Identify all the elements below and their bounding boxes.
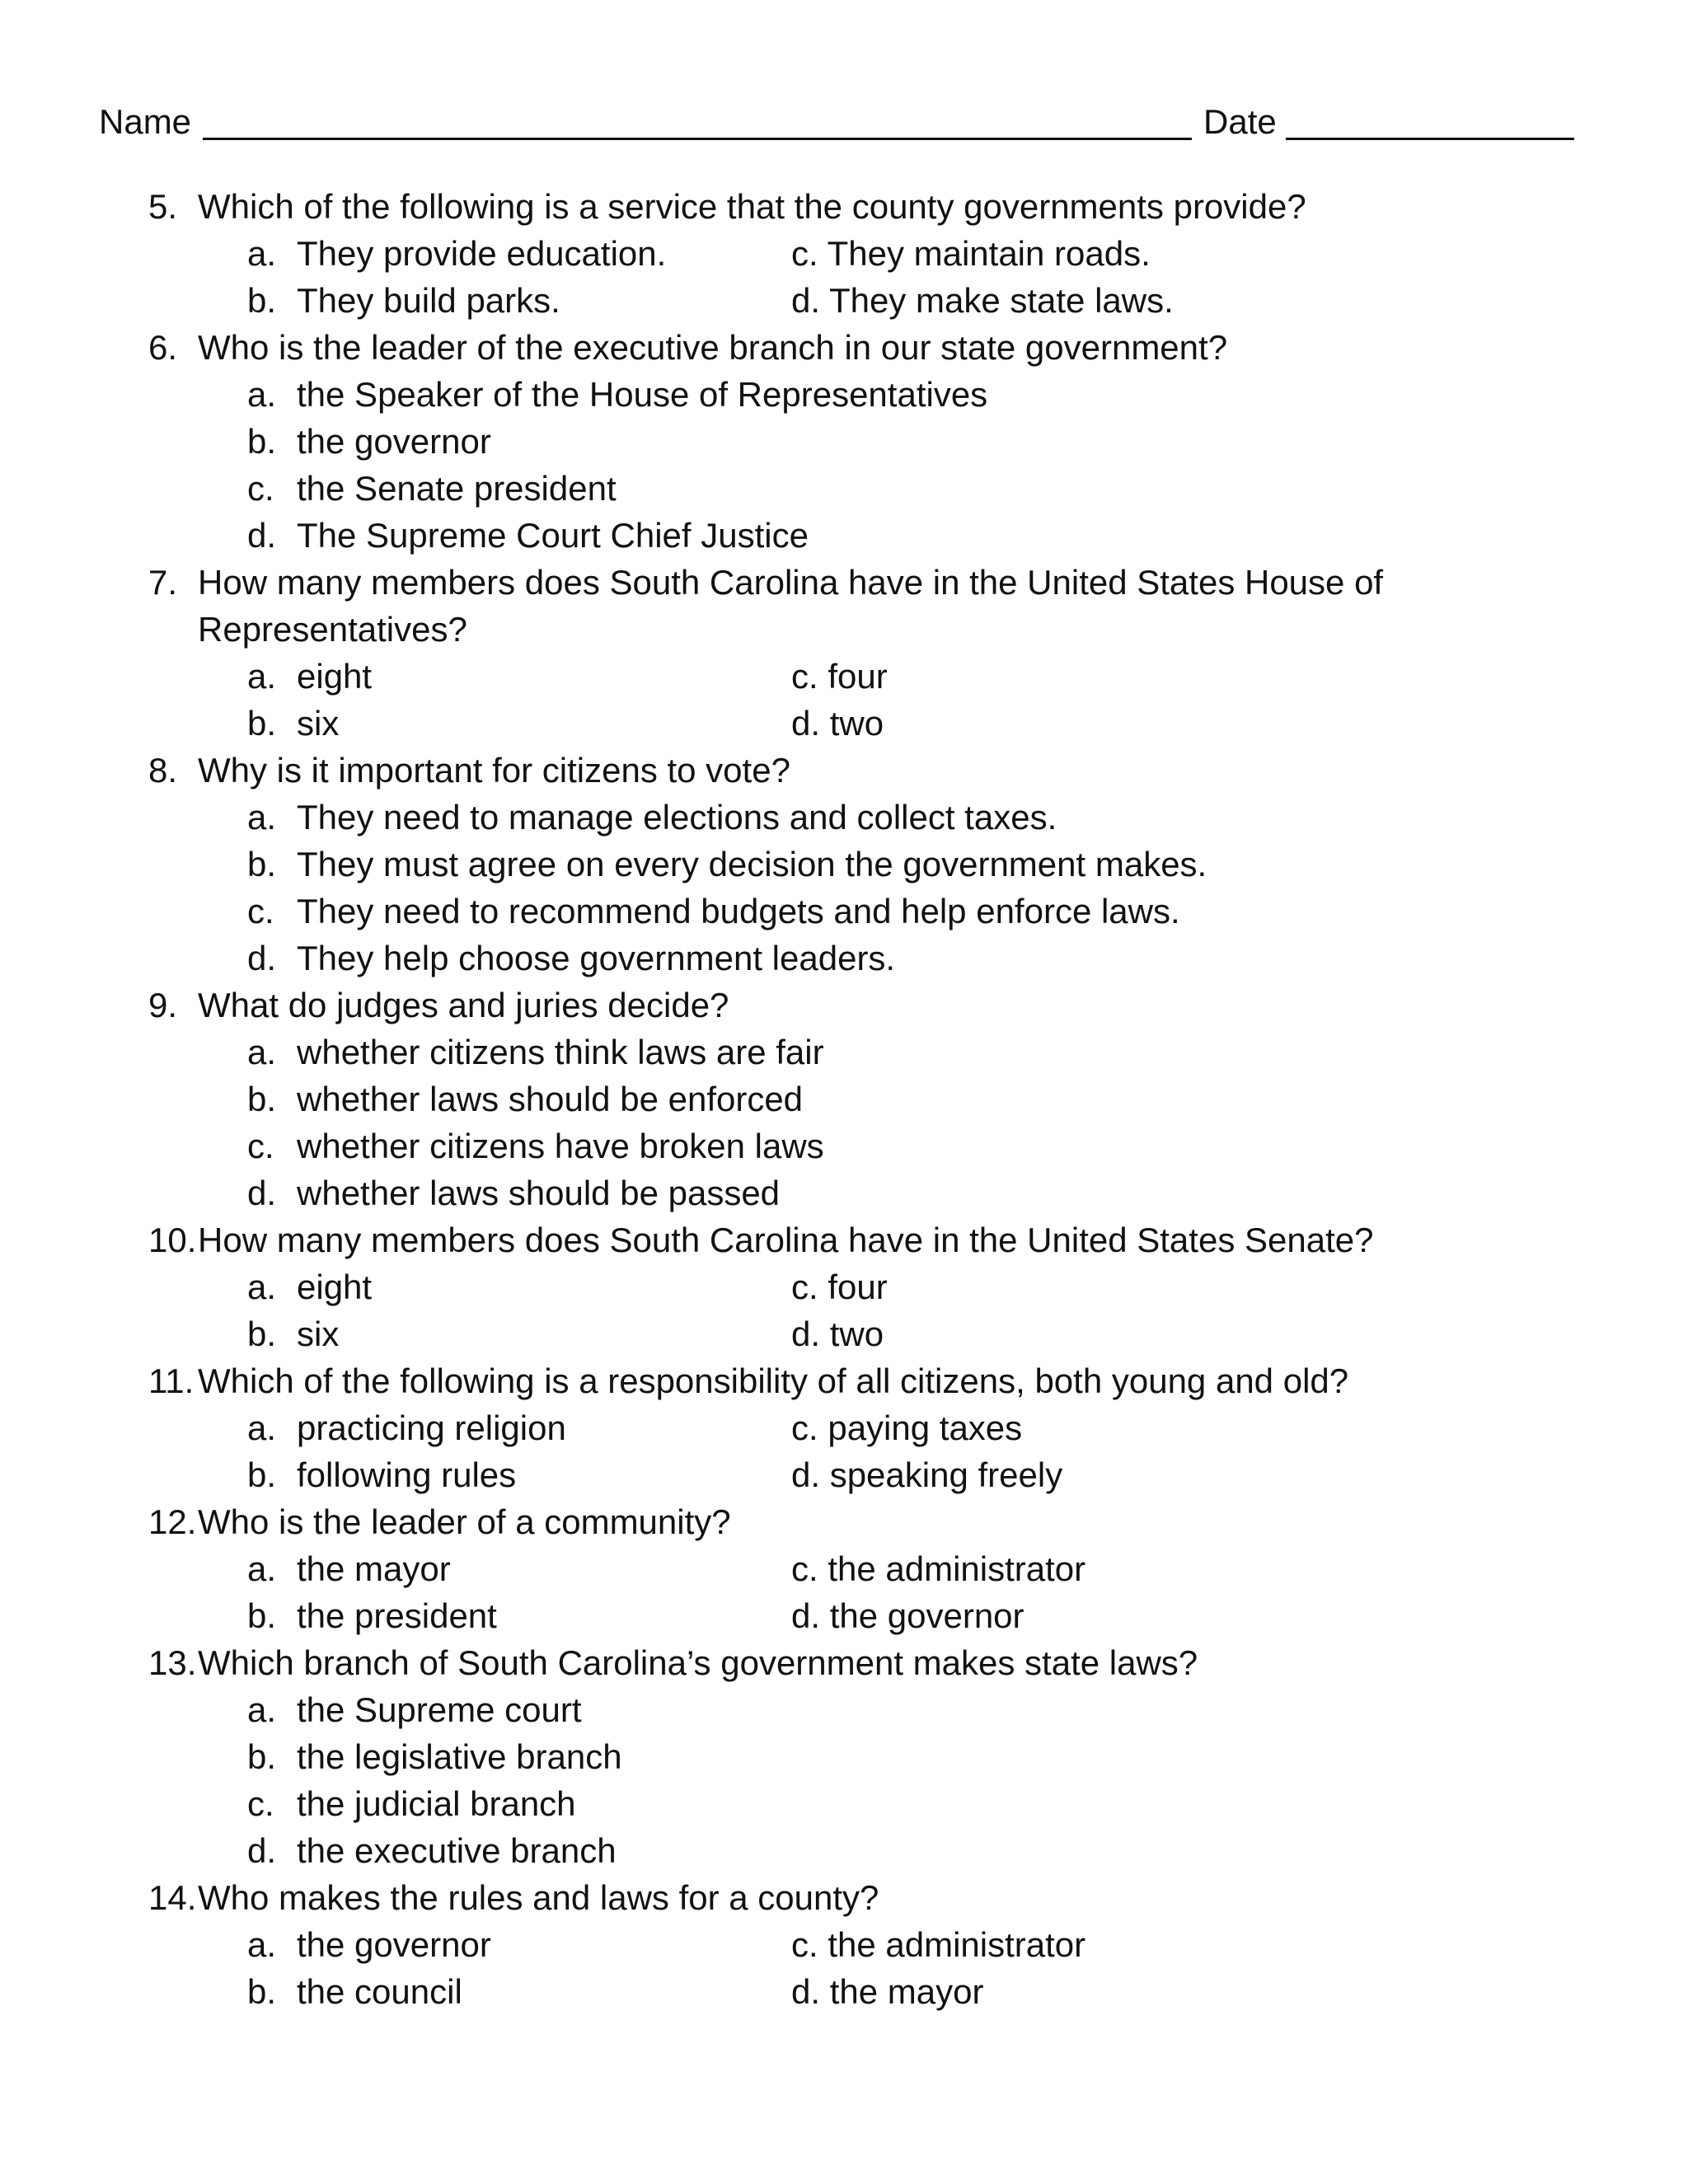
question-text: What do judges and juries decide?	[198, 986, 729, 1024]
date-label: Date	[1203, 102, 1277, 141]
option-text: whether laws should be passed	[297, 1174, 781, 1212]
answer-options	[0, 1921, 1688, 2015]
option-text: whether laws should be enforced	[297, 1080, 804, 1118]
option-text[interactable]: d. speaking freely	[791, 1455, 1063, 1494]
option-letter[interactable]: b.	[247, 1596, 277, 1635]
option-letter: a.	[247, 1690, 277, 1729]
worksheet-header	[99, 97, 1574, 147]
option-text[interactable]: c. They maintain roads.	[791, 234, 1151, 273]
question-stem	[0, 1874, 1688, 1921]
question-stem	[0, 1498, 1688, 1545]
option-text[interactable]: c. four	[791, 1268, 888, 1306]
question-item	[0, 324, 1688, 559]
option-text: They help choose government leaders.	[297, 939, 896, 977]
question-number: 6.	[148, 328, 178, 367]
option-text: whether citizens have broken laws	[297, 1127, 824, 1165]
option-letter: b.	[247, 422, 277, 461]
option-letter: b.	[247, 1737, 277, 1776]
question-item	[0, 1216, 1688, 1357]
answer-option[interactable]	[0, 841, 1688, 888]
answer-options	[0, 1029, 1688, 1216]
question-stem	[0, 1216, 1688, 1263]
question-number: 12.	[148, 1502, 197, 1541]
answer-options	[0, 1263, 1688, 1357]
option-text: the legislative branch	[297, 1737, 622, 1776]
answer-option[interactable]	[0, 465, 1688, 512]
option-text[interactable]: the president	[297, 1596, 497, 1635]
answer-option[interactable]	[0, 1827, 1688, 1874]
answer-option[interactable]	[0, 1029, 1688, 1076]
option-text[interactable]: d. two	[791, 1315, 884, 1353]
question-number: 5.	[148, 187, 178, 226]
option-letter: c.	[247, 469, 274, 508]
option-text: They need to manage elections and collect taxes.	[297, 798, 1057, 837]
option-text[interactable]: d. the governor	[791, 1596, 1025, 1635]
answer-option[interactable]	[0, 1686, 1688, 1733]
option-text: They need to recommend budgets and help enforce laws.	[297, 892, 1180, 930]
option-letter: d.	[247, 1174, 277, 1212]
answer-option[interactable]	[0, 1780, 1688, 1827]
option-letter[interactable]: b.	[247, 1315, 277, 1353]
option-letter[interactable]: a.	[247, 234, 277, 273]
answer-options	[0, 794, 1688, 982]
answer-options	[0, 1686, 1688, 1874]
question-item	[0, 1874, 1688, 2015]
option-letter: b.	[247, 1080, 277, 1118]
question-text: Why is it important for citizens to vote?	[198, 751, 790, 790]
option-text[interactable]: the governor	[297, 1925, 491, 1964]
option-letter[interactable]: b.	[247, 1455, 277, 1494]
option-text[interactable]: eight	[297, 657, 373, 696]
answer-option[interactable]	[0, 888, 1688, 935]
date-blank-line[interactable]	[1286, 138, 1574, 140]
option-text[interactable]: eight	[297, 1268, 373, 1306]
question-item	[0, 559, 1688, 747]
option-text[interactable]: the mayor	[297, 1549, 451, 1588]
option-text[interactable]: d. They make state laws.	[791, 281, 1174, 320]
answer-options	[0, 1545, 1688, 1639]
answer-option[interactable]	[0, 512, 1688, 559]
question-stem	[0, 183, 1688, 230]
name-label: Name	[99, 102, 192, 141]
option-text: the Speaker of the House of Representatives	[297, 375, 988, 414]
question-text: Who is the leader of a community?	[198, 1502, 731, 1541]
option-text[interactable]: c. the administrator	[791, 1925, 1086, 1964]
answer-options	[0, 371, 1688, 559]
option-text[interactable]: the council	[297, 1972, 462, 2011]
option-text[interactable]: c. paying taxes	[791, 1408, 1023, 1447]
answer-option[interactable]	[0, 935, 1688, 982]
question-item	[0, 183, 1688, 324]
option-text: the Supreme court	[297, 1690, 582, 1729]
question-item	[0, 1357, 1688, 1498]
option-letter: c.	[247, 892, 274, 930]
question-text: Which of the following is a responsibility of all citizens, both young and old?	[198, 1361, 1349, 1400]
option-text[interactable]: They provide education.	[297, 234, 667, 273]
question-item	[0, 1639, 1688, 1874]
question-number: 10.	[148, 1221, 197, 1259]
option-letter: a.	[247, 1033, 277, 1071]
question-stem	[0, 324, 1688, 371]
option-text[interactable]: d. two	[791, 704, 884, 743]
option-letter: d.	[247, 516, 277, 555]
question-stem	[0, 1357, 1688, 1404]
option-letter: b.	[247, 845, 277, 883]
answer-option[interactable]	[0, 1169, 1688, 1216]
question-number: 8.	[148, 751, 178, 790]
option-text[interactable]: c. four	[791, 657, 888, 696]
question-text: How many members does South Carolina have in the United States Senate?	[198, 1221, 1374, 1259]
question-text: Which branch of South Carolina’s government makes state laws?	[198, 1643, 1198, 1682]
question-text: Which of the following is a service that the county governments provide?	[198, 187, 1306, 226]
answer-option[interactable]	[0, 794, 1688, 841]
option-letter[interactable]: a.	[247, 1408, 277, 1447]
question-item	[0, 982, 1688, 1216]
option-text[interactable]: d. the mayor	[791, 1972, 984, 2011]
question-text: How many members does South Carolina have in the United States House of Representatives?	[198, 563, 1384, 649]
option-letter[interactable]: a.	[247, 1925, 277, 1964]
question-number: 9.	[148, 986, 178, 1024]
option-text: The Supreme Court Chief Justice	[297, 516, 809, 555]
option-text: the governor	[297, 422, 491, 461]
answer-option[interactable]	[0, 371, 1688, 418]
answer-options	[0, 1404, 1688, 1498]
option-text[interactable]: c. the administrator	[791, 1549, 1086, 1588]
question-text: Who is the leader of the executive branch in our state government?	[198, 328, 1228, 367]
option-letter[interactable]: b.	[247, 281, 277, 320]
answer-option[interactable]	[0, 1122, 1688, 1169]
option-text[interactable]: They build parks.	[297, 281, 560, 320]
question-number: 14.	[148, 1878, 197, 1917]
question-stem	[0, 559, 1688, 653]
option-text: the judicial branch	[297, 1784, 576, 1823]
option-letter[interactable]: b.	[247, 704, 277, 743]
question-stem	[0, 1639, 1688, 1686]
option-text[interactable]: practicing religion	[297, 1408, 566, 1447]
question-stem	[0, 982, 1688, 1029]
option-letter: c.	[247, 1784, 274, 1823]
question-text: Who makes the rules and laws for a county?	[198, 1878, 879, 1917]
question-number: 13.	[148, 1643, 197, 1682]
option-text[interactable]: following rules	[297, 1455, 517, 1494]
question-item	[0, 747, 1688, 982]
option-text: the Senate president	[297, 469, 617, 508]
option-letter: c.	[247, 1127, 274, 1165]
question-number: 7.	[148, 563, 178, 602]
option-letter[interactable]: a.	[247, 1268, 277, 1306]
answer-option[interactable]	[0, 418, 1688, 465]
option-letter[interactable]: a.	[247, 657, 277, 696]
option-text[interactable]: six	[297, 1315, 340, 1353]
question-item	[0, 1498, 1688, 1639]
option-text[interactable]: six	[297, 704, 340, 743]
option-letter: a.	[247, 375, 277, 414]
option-letter[interactable]: a.	[247, 1549, 277, 1588]
option-letter[interactable]: b.	[247, 1972, 277, 2011]
answer-option[interactable]	[0, 1733, 1688, 1780]
question-stem	[0, 747, 1688, 794]
option-text: They must agree on every decision the government makes.	[297, 845, 1207, 883]
name-blank-line[interactable]	[203, 138, 1192, 140]
question-list	[0, 183, 1688, 2015]
option-text: whether citizens think laws are fair	[297, 1033, 824, 1071]
answer-options	[0, 230, 1688, 324]
answer-option[interactable]	[0, 1076, 1688, 1122]
answer-options	[0, 653, 1688, 747]
option-letter: d.	[247, 939, 277, 977]
option-text: the executive branch	[297, 1831, 617, 1870]
option-letter: a.	[247, 798, 277, 837]
option-letter: d.	[247, 1831, 277, 1870]
question-number: 11.	[148, 1361, 195, 1400]
